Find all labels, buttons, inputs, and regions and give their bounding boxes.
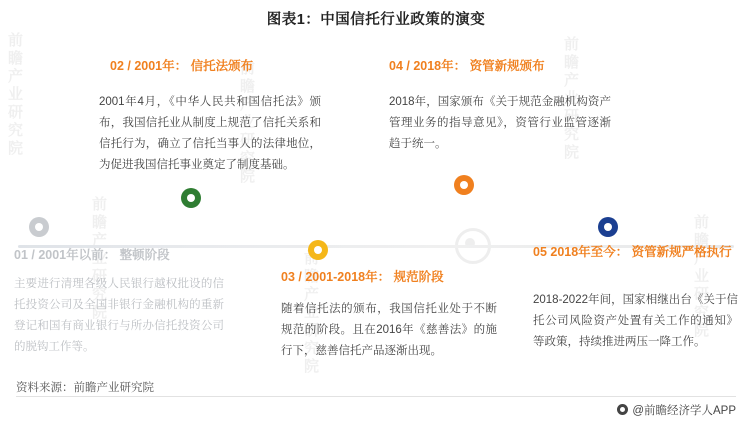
- event-5-text: 2018-2022年间，国家相继出台《关于信托公司风险资产处置有关工作的通知》等政策，持续推进两压一降工作。: [533, 294, 738, 348]
- event-5-heading: 05 2018年至今： 资管新规严格执行: [533, 245, 732, 259]
- event-3-heading: 03 / 2001-2018年： 规范阶段: [281, 270, 444, 284]
- app-attribution: [617, 402, 736, 418]
- event-3-text: 随着信托法的颁布，我国信托业处于不断规范的阶段。且在2016年《慈善法》的施行下，慈善信托产品逐渐出现。: [281, 303, 497, 357]
- timeline-dot-1: [29, 217, 49, 237]
- event-4-heading: 04 / 2018年： 资管新规颁布: [389, 59, 545, 73]
- watermark-right-lower: 前瞻产业研究院: [692, 214, 709, 340]
- watermark-mid-lower: 前瞻产业研究院: [302, 250, 319, 376]
- watermark-left: 前瞻产业研究院: [6, 32, 23, 158]
- app-logo-icon: [617, 404, 628, 415]
- watermark-right-upper: 前瞻产业研究院: [562, 36, 579, 162]
- page-title: 图表1：中国信托行业政策的演变: [266, 12, 486, 28]
- source-note: 资料来源：前瞻产业研究院: [16, 382, 154, 394]
- footer-divider: [16, 396, 736, 397]
- watermark-left-lower: 前瞻产业研究院: [90, 196, 107, 322]
- app-attribution-label: @前瞻经济学人APP: [632, 405, 736, 417]
- event-2-text: 2001年4月，《中华人民共和国信托法》颁布，我国信托业从制度上规范了信托关系和信托行为，确立了信托当事人的法律地位，为促进我国信托事业奠定了制度基础。: [99, 96, 321, 171]
- event-2-heading: 02 / 2001年： 信托法颁布: [110, 59, 254, 73]
- event-4-text: 2018年，国家颁布《关于规范金融机构资产管理业务的指导意见》，资管行业监管逐渐趋于统一。: [389, 96, 611, 150]
- timeline-dot-5: [598, 217, 618, 237]
- timeline-dot-4: [454, 175, 474, 195]
- timeline-dot-3: [308, 240, 328, 260]
- timeline-dot-2: [181, 188, 201, 208]
- watermark-mid-upper: 前瞻产业研究院: [238, 60, 255, 186]
- event-1-text: 主要进行清理各级人民银行越权批设的信托投资公司及全国非银行金融机构的重新登记和国有商业银行与所办信托投资公司的脱钩工作等。: [14, 278, 224, 353]
- event-1-heading: 01 / 2001年以前： 整顿阶段: [14, 248, 170, 262]
